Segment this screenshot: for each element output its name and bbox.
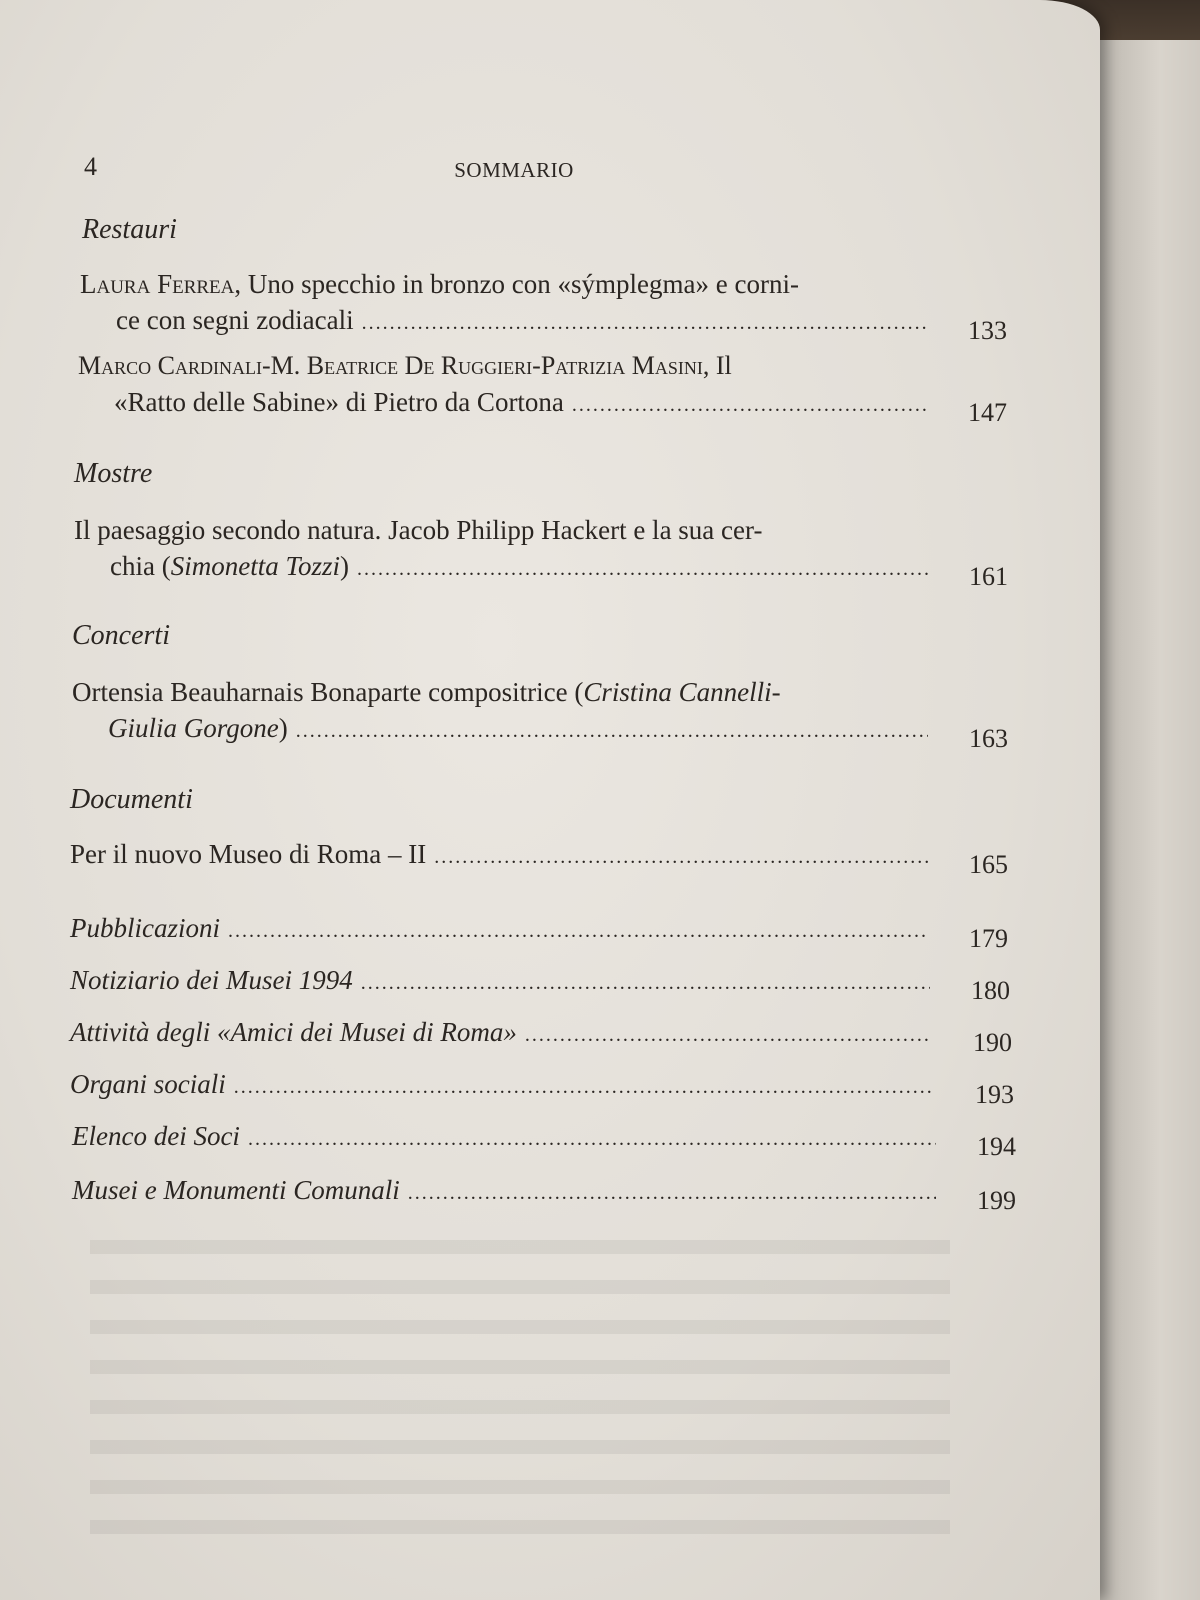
entry-title: Ortensia Beauharnais Bonaparte compositrice ( [72,677,584,707]
entry-title-cont [110,548,349,584]
entry-line-2 [78,384,935,423]
entry-line-1 [70,910,936,949]
entry-line-1 [72,1118,944,1157]
leader-dots [572,387,927,423]
entry-line-1 [70,962,938,1001]
running-title: SOMMARIO [454,158,574,182]
toc-entry-cardinali [78,348,1007,427]
leader-dots [525,1017,932,1053]
entry-title: Attività degli «Amici dei Musei di Roma» [70,1017,517,1047]
entry-line-1 [78,348,935,384]
section-title-documenti: Documenti [70,784,193,815]
show-through-text [90,1240,950,1540]
entry-author: Cristina Cannelli- [583,677,781,707]
toc-entry-museo [70,836,1008,879]
entry-line-1 [80,266,935,302]
toc-entry-ortensia [72,674,1008,753]
entry-page: 194 [977,1132,1016,1161]
toc-entry-musei [72,1172,1016,1215]
entry-page: 163 [969,724,1008,753]
section-title-restauri: Restauri [82,214,177,245]
entry-title-part: ) [278,713,288,743]
leader-dots [362,305,927,341]
entry-title: Notiziario dei Musei 1994 [70,965,353,995]
entry-title-cont: ce con segni zodiacali [116,305,354,335]
page-header [84,152,944,192]
entry-line-1 [70,836,936,875]
leader-dots [248,1121,936,1157]
entry-line-1 [72,674,936,710]
toc-entry-ferrea [80,266,1007,345]
page-number: 4 [84,152,97,181]
entry-page: 179 [969,924,1008,953]
entry-line-1 [72,1172,944,1211]
entry-line-1 [74,512,936,548]
entry-title: , Uno specchio in bronzo con «sýmplegma» e corni- [234,269,799,299]
leader-dots [361,965,930,1001]
leader-dots [408,1175,936,1211]
entry-title: Pubblicazioni [70,913,220,943]
entry-title: Musei e Monumenti Comunali [72,1175,400,1205]
entry-title-cont: «Ratto delle Sabine» di Pietro da Cortona [114,387,564,417]
leader-dots [296,713,928,749]
entry-title-part: chia ( [110,551,171,581]
entry-line-1 [70,1014,940,1053]
leader-dots [228,913,928,949]
entry-title: Organi sociali [70,1069,226,1099]
entry-title-part: ) [340,551,350,581]
entry-page: 190 [973,1028,1012,1057]
section-title-concerti: Concerti [72,620,170,651]
entry-page: 180 [971,976,1010,1005]
entry-author: Simonetta Tozzi [170,551,341,581]
toc-entry-elenco [72,1118,1016,1161]
entry-line-2 [74,548,936,587]
entry-author-cont: Giulia Gorgone [108,713,279,743]
entry-page: 165 [969,850,1008,879]
entry-author: Laura Ferrea [80,269,235,299]
entry-title-cont [108,710,288,746]
entry-line-2 [72,710,936,749]
entry-page: 161 [969,562,1008,591]
entry-author: Marco Cardinali-M. Beatrice De Ruggieri-Patrizia Masini [78,351,703,380]
entry-page: 133 [968,316,1007,345]
toc-entry-organi [70,1066,1014,1109]
toc-entry-attivita [70,1014,1012,1057]
entry-line-1 [70,1066,942,1105]
entry-title: Elenco dei Soci [72,1121,240,1151]
leader-dots [357,551,928,587]
page-edge-stack [1100,40,1200,1600]
toc-entry-pubblicazioni [70,910,1008,953]
toc-entry-paesaggio [74,512,1008,591]
entry-title: Il paesaggio secondo natura. Jacob Philipp Hackert e la sua cer- [74,515,763,545]
entry-line-2 [80,302,935,341]
section-title-mostre: Mostre [74,458,153,489]
entry-page: 199 [977,1186,1016,1215]
entry-page: 193 [975,1080,1014,1109]
entry-title: , Il [702,351,732,380]
leader-dots [434,839,928,875]
leader-dots [234,1069,934,1105]
entry-page: 147 [968,398,1007,427]
entry-title: Per il nuovo Museo di Roma – II [70,839,427,869]
toc-entry-notiziario [70,962,1010,1005]
